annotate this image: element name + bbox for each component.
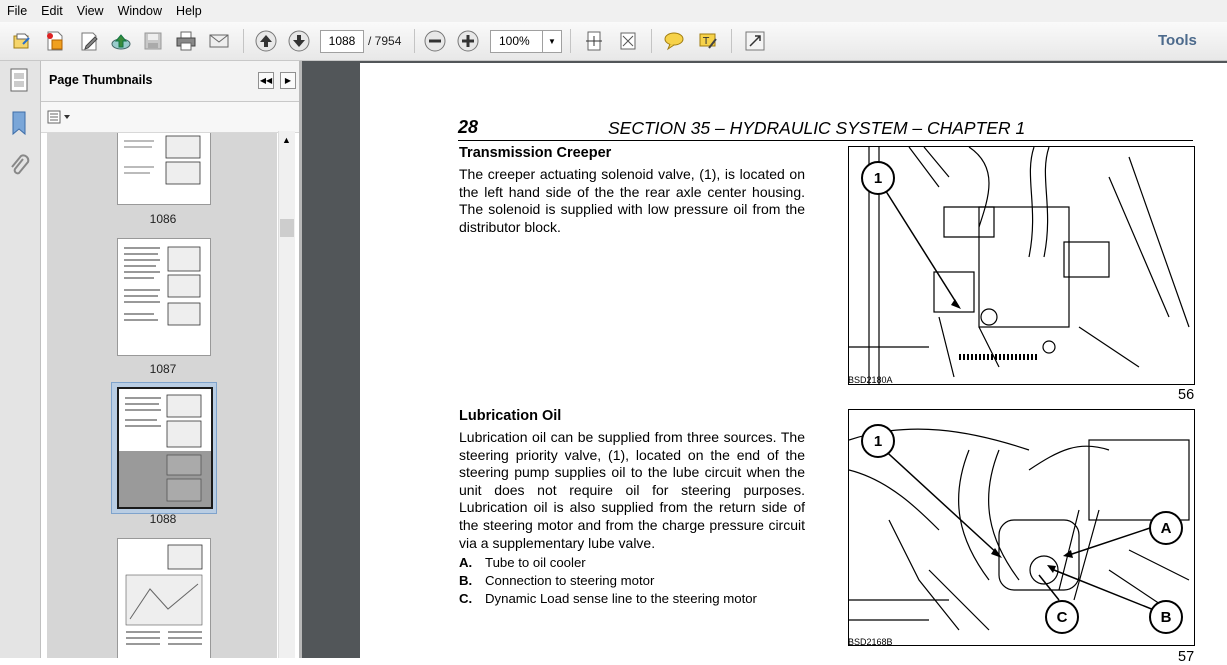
fit-page-icon[interactable] [581,28,607,54]
zoom-out-icon[interactable] [422,28,448,54]
expand-panel-icon[interactable]: ▶ [280,72,296,89]
list-text: Tube to oil cooler [485,555,586,570]
menu-file[interactable]: File [7,4,28,18]
callout-a-circle [1149,511,1183,545]
panel-header [41,61,299,102]
bookmark-icon[interactable] [8,110,30,136]
figure-code: BSD2180A [848,375,893,385]
thumbnail-label: 1087 [149,362,177,376]
page-thumbnails-icon[interactable] [8,67,30,93]
list-letter: B. [459,573,473,588]
page-number-input[interactable]: 1088 [320,30,364,53]
callout-label: A [1160,519,1172,537]
svg-text:T: T [703,36,710,47]
document-page [360,63,1227,665]
list-letter: C. [459,591,473,606]
email-icon[interactable] [206,28,232,54]
highlight-icon[interactable] [695,28,721,54]
figure-number: 57 [1178,649,1195,665]
full-screen-icon[interactable] [615,28,641,54]
section-title: SECTION 35 – HYDRAULIC SYSTEM – CHAPTER 1 [608,118,1026,138]
edit-icon[interactable] [76,28,102,54]
toolbar-separator [651,29,652,53]
callout-1-circle [861,161,895,195]
navigation-rail [0,61,41,658]
attachment-icon[interactable] [8,153,30,179]
panel-options [41,102,299,133]
options-menu-icon[interactable] [47,109,73,125]
menu-help[interactable]: Help [176,4,202,18]
thumbnails-list[interactable] [47,133,277,658]
list-item [459,555,586,570]
callout-label: 1 [873,432,883,450]
scrollbar-thumb[interactable] [280,219,294,237]
callout-c-circle [1045,600,1079,634]
panel-title: Page Thumbnails [49,73,153,87]
menu-bar [0,0,1227,22]
list-item [459,591,757,606]
scroll-up-icon[interactable]: ▲ [282,135,291,145]
thumbnail-page-1087[interactable] [117,238,211,356]
figure-number: 56 [1178,387,1195,403]
thumbnail-label: 1086 [149,212,177,226]
thumbnails-panel [41,61,299,658]
save-icon[interactable] [140,28,166,54]
callout-label: B [1160,608,1172,626]
thumbnails-scrollbar[interactable] [278,131,295,658]
toolbar-separator [414,29,415,53]
callout-1-circle [861,424,895,458]
page-number: 28 [458,117,479,137]
toolbar-separator [570,29,571,53]
paragraph-lubrication: Lubrication oil can be supplied from three sources. The steering priority valve, (1), located on the end of the steering pump supplies oil to the lube circuit when the unit does not require oil for steering purposes. Lubrication oil is also supplied from the return side of the steering motor and from the charge pressure circuit via a supplementary lube valve. [459,429,805,551]
expand-icon[interactable] [742,28,768,54]
heading-lubrication-oil: Lubrication Oil [459,408,562,424]
figure-code: BSD2168B [848,637,893,647]
page-total-label: / 7954 [368,34,402,48]
list-text: Dynamic Load sense line to the steering motor [485,591,757,606]
open-icon[interactable] [9,28,35,54]
zoom-in-icon[interactable] [455,28,481,54]
heading-transmission-creeper: Transmission Creeper [459,145,612,161]
menu-window[interactable]: Window [117,4,163,18]
list-text: Connection to steering motor [485,573,655,588]
zoom-value: 100% [499,34,530,48]
print-icon[interactable] [173,28,199,54]
paragraph-creeper: The creeper actuating solenoid valve, (1), is located on the left hand side of the the rear axle center housing. The solenoid is supplied with low pressure oil from the distributor block. [459,166,805,235]
thumbnail-label: 1088 [149,512,177,526]
toolbar-separator [731,29,732,53]
thumbnail-page-1086[interactable] [117,133,211,205]
thumbnail-page-1088[interactable] [117,387,213,509]
toolbar [0,22,1227,61]
callout-label: 1 [873,169,883,187]
menu-edit[interactable]: Edit [41,4,63,18]
zoom-select[interactable] [490,30,562,53]
toolbar-separator [243,29,244,53]
callout-label: C [1056,608,1068,626]
header-rule [458,140,1193,141]
thumbnail-page-1089[interactable] [117,538,211,658]
figure-creeper-solenoid [848,146,1195,385]
prev-page-icon[interactable] [253,28,279,54]
chevron-down-icon[interactable]: ▼ [542,31,561,52]
tools-button[interactable]: Tools [1158,32,1197,49]
upload-icon[interactable] [108,28,134,54]
menu-view[interactable]: View [76,4,104,18]
list-item [459,573,654,588]
next-page-icon[interactable] [286,28,312,54]
list-letter: A. [459,555,473,570]
collapse-panel-icon[interactable]: ◀◀ [258,72,274,89]
comment-icon[interactable] [661,28,687,54]
callout-b-circle [1149,600,1183,634]
create-pdf-icon[interactable] [42,28,68,54]
figure-lubrication [848,409,1195,646]
